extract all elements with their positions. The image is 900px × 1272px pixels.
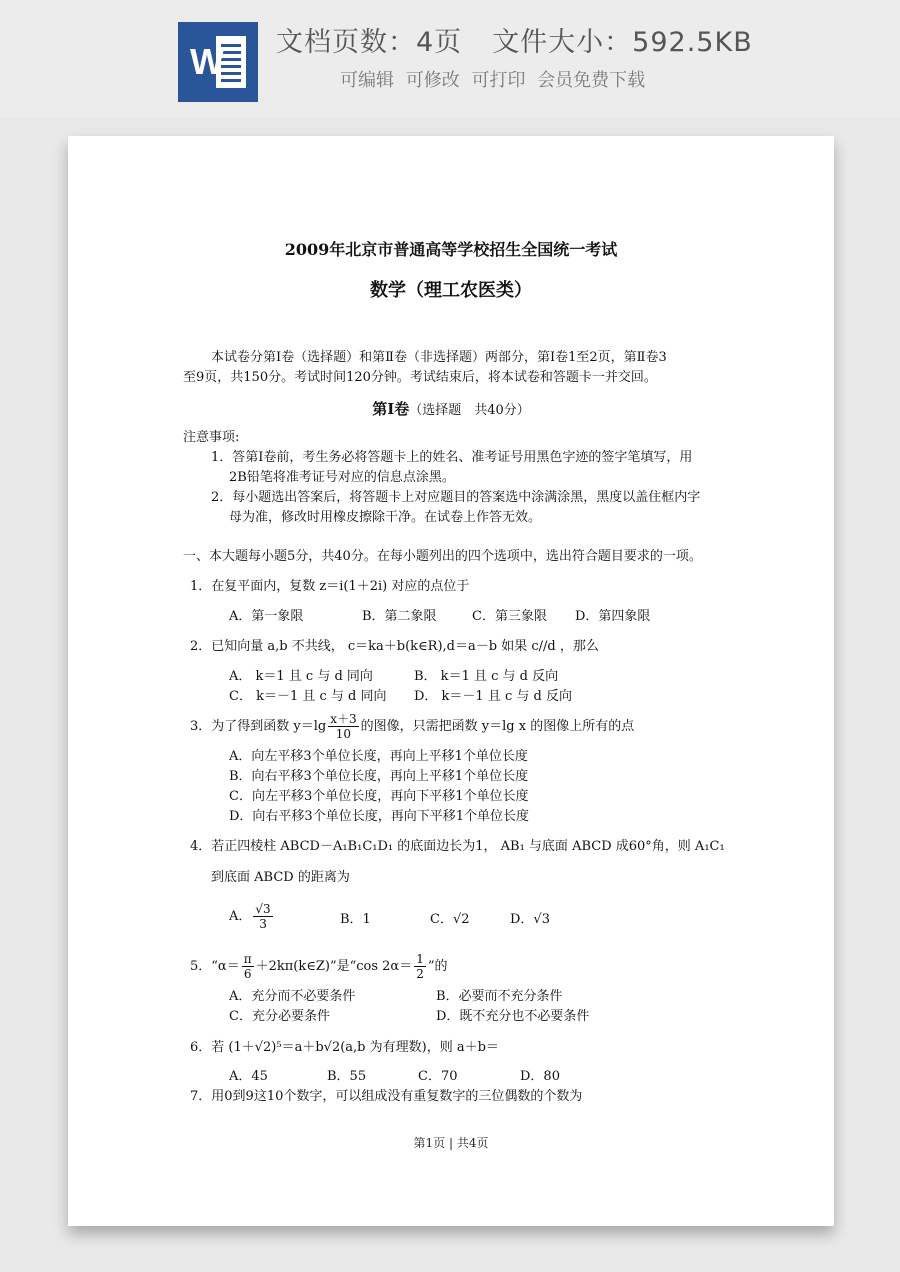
word-logo-letter: W [190,41,224,82]
question-5 [190,950,448,984]
q3-prefix: 3．为了得到函数 y＝lg [190,719,327,734]
notice-item-1-cont: 2B铅笔将准考证号对应的信息点涂黑。 [229,470,455,485]
q5-option-a: A．充分而不必要条件 [229,989,356,1004]
page-footer: 第1页 | 共4页 [413,1136,489,1150]
exam-title: 2009年北京市普通高等学校招生全国统一考试 [284,240,618,259]
document-meta [276,20,753,59]
notice-item-2-cont: 母为准，修改时用橡皮擦除干净。在试卷上作答无效。 [229,510,542,525]
notice-item-2: 2．每小题选出答案后，将答题卡上对应题目的答案选中涂满涂黑，黑度以盖住框内字 [211,490,701,505]
page-count-label: 文档页数：4页 [276,27,463,58]
q2-option-c: C． k＝－1 且 c 与 d 同向 [229,689,387,704]
q6-option-c: C．70 [418,1069,458,1084]
q5-fraction-1-denominator: 6 [243,967,252,981]
q6-option-a: A．45 [229,1069,268,1084]
q3-option-c: C．向左平移3个单位长度，再向下平移1个单位长度 [229,789,529,804]
q2-option-a: A． k＝1 且 c 与 d 同向 [229,669,373,684]
question-4-cont: 到底面 ABCD 的距离为 [211,870,350,885]
q4-option-a [229,900,275,934]
feature-list: 可编辑 可修改 可打印 会员免费下载 [340,70,646,91]
q1-option-c: C．第三象限 [472,609,547,624]
q5-fraction-1 [242,952,254,981]
q4-option-a-label: A． [229,909,252,924]
exam-subtitle: 数学（理工农医类） [370,280,532,301]
q5-fraction-2-denominator: 2 [416,967,424,981]
intro-line-1: 本试卷分第Ⅰ卷（选择题）和第Ⅱ卷（非选择题）两部分，第Ⅰ卷1至2页，第Ⅱ卷3 [211,350,667,365]
notice-item-1: 1．答第Ⅰ卷前，考生务必将答题卡上的姓名、准考证号用黑色字迹的签字笔填写，用 [211,450,693,465]
q3-fraction-denominator: 10 [335,727,352,741]
q3-option-d: D．向右平移3个单位长度，再向下平移1个单位长度 [229,809,529,824]
q3-option-a: A．向左平移3个单位长度，再向上平移1个单位长度 [229,749,528,764]
q2-option-d: D． k＝－1 且 c 与 d 反向 [414,689,572,704]
q4-option-a-denominator: 3 [259,917,267,931]
q4-option-b: B．1 [340,912,371,927]
question-7: 7．用0到9这10个数字，可以组成没有重复数字的三位偶数的个数为 [190,1089,583,1104]
q5-option-c: C．充分必要条件 [229,1009,330,1024]
file-size-label: 文件大小：592.5KB [492,27,753,58]
notice-heading: 注意事项: [183,430,240,445]
question-2: 2．已知向量 a,b 不共线， c＝ka＋b(k∈R),d＝a－b 如果 c//d ，那么 [190,639,599,654]
q5-fraction-1-numerator: π [243,952,252,966]
question-6: 6．若 (1＋√2)⁵＝a＋b√2(a,b 为有理数)，则 a＋b＝ [190,1040,499,1055]
word-document-icon [178,22,258,102]
part-one-instructions: 一、本大题每小题5分，共40分。在每小题列出的四个选项中，选出符合题目要求的一项。 [183,549,702,564]
q2-option-b: B． k＝1 且 c 与 d 反向 [414,669,559,684]
q3-fraction [328,712,358,741]
q3-option-b: B．向右平移3个单位长度，再向上平移1个单位长度 [229,769,529,784]
question-1: 1．在复平面内，复数 z＝i(1＋2i) 对应的点位于 [190,579,470,594]
q6-option-d: D．80 [520,1069,560,1084]
q6-option-b: B．55 [327,1069,367,1084]
q5-option-d: D．既不充分也不必要条件 [436,1009,590,1024]
q1-option-a: A．第一象限 [229,609,304,624]
q4-option-a-numerator: √3 [255,902,271,916]
q5-middle: ＋2kπ(k∈Z)”是“cos 2α＝ [255,959,413,974]
download-banner [0,0,900,118]
q5-suffix: ”的 [427,959,448,974]
document-page [68,136,834,1226]
section-note: （选择题 共40分） [409,403,530,418]
question-4: 4．若正四棱柱 ABCD－A₁B₁C₁D₁ 的底面边长为1， AB₁ 与底面 ABCD 成60°角，则 A₁C₁ [190,839,725,854]
q1-option-b: B．第二象限 [362,609,437,624]
intro-line-2: 至9页，共150分。考试时间120分钟。考试结束后，将本试卷和答题卡一并交回。 [183,370,657,385]
q4-option-d: D．√3 [510,912,550,927]
question-3 [190,710,634,744]
q5-fraction-2-numerator: 1 [416,952,424,966]
q3-suffix: 的图像，只需把函数 y＝lg x 的图像上所有的点 [360,719,635,734]
section-title: 第Ⅰ卷 [372,400,410,418]
q3-fraction-numerator: x＋3 [330,712,357,726]
q5-fraction-2 [414,952,426,981]
q4-option-c: C．√2 [430,912,470,927]
q1-option-d: D．第四象限 [575,609,651,624]
q4-option-a-fraction [253,902,272,931]
q5-option-b: B．必要而不充分条件 [436,989,563,1004]
q5-prefix: 5．“α＝ [190,959,240,974]
section-heading [68,398,834,419]
